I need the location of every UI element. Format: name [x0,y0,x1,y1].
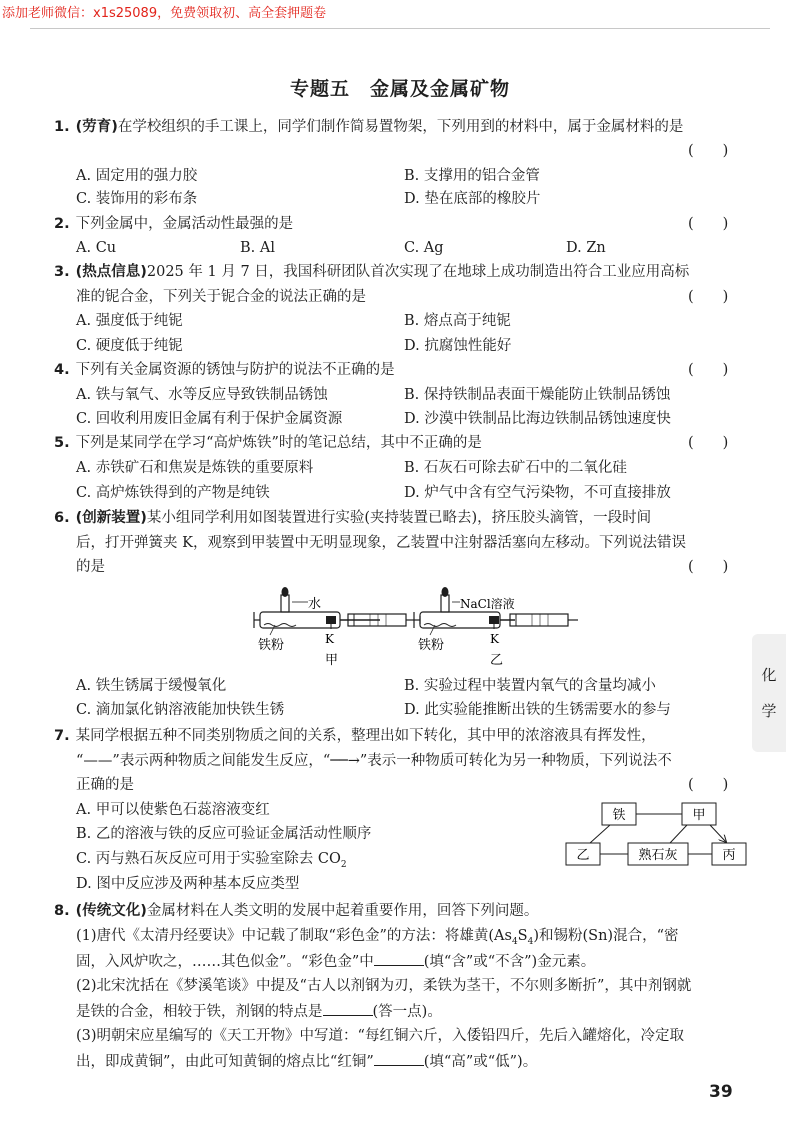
option-c [76,849,347,875]
question-tag: (传统文化) [75,903,147,919]
answer-bracket: ( ) [688,559,729,575]
question-text: 下列是某同学在学习“高炉炼铁”时的笔记总结，其中不正确的是 [75,435,482,451]
apparatus-figure [240,585,580,670]
option-b: B. 支撑用的铝合金管 [404,168,540,184]
option-a: A. 铁生锈属于缓慢氧化 [76,678,227,694]
question-number: 5. [54,435,70,451]
q8-part1-line2 [76,951,595,972]
side-tab-char: 化 [761,666,777,684]
question-8 [54,901,538,921]
question-5 [54,433,482,453]
option-b: B. 熔点高于纯铌 [404,313,511,329]
question-text: 金属材料在人类文明的发展中起着重要作用，回答下列问题。 [146,903,539,919]
liquid-label: NaCl溶液 [460,597,515,611]
option-c: C. 回收利用废旧金属有利于保护金属资源 [76,411,343,427]
question-text-cont: 准的铌合金，下列关于铌合金的说法正确的是 [76,289,366,305]
option-c: C. 硬度低于纯铌 [76,338,183,354]
question-6 [54,508,651,528]
apparatus-right [414,587,578,668]
option-b: B. 乙的溶液与铁的反应可验证金属活动性顺序 [76,826,372,842]
option-d: D. 抗腐蚀性能好 [404,338,512,354]
question-text: 2025 年 1 月 7 日，我国科研团队首次实现了在地球上成功制造出符合工业应用高标 [146,264,690,280]
page-title: 专题五 金属及金属矿物 [289,78,510,100]
powder-label: 铁粉 [258,638,285,653]
answer-bracket: ( ) [688,435,729,451]
top-divider [30,28,770,29]
question-4 [54,360,395,380]
option-d: D. 沙漠中铁制品比海边铁制品锈蚀速度快 [404,411,671,427]
q8-part2-line1: (2)北宋沈括在《梦溪笔谈》中提及“古人以剂钢为刃，柔铁为茎干，不尔则多断折”，其中剂钢就 [76,978,692,994]
question-tag: (创新装置) [75,510,147,526]
answer-bracket: ( ) [688,777,729,793]
option-d: D. Zn [566,240,606,256]
text-segment: 出，即成黄铜”，由此可知黄铜的熔点比“红铜” [76,1054,374,1070]
text-segment: (填“含”或“不含”)金元素。 [423,954,596,970]
answer-blank[interactable] [374,951,424,966]
q8-part3-line1: (3)明朝宋应星编写的《天工开物》中写道：“每红铜六斤，入倭铅四斤，先后入罐熔化，冷定取 [76,1028,684,1044]
question-text: 在学校组织的手工课上，同学们制作简易置物架，下列用到的材料中，属于金属材料的是 [117,119,684,135]
question-tag: (热点信息) [75,264,147,280]
relation-diagram [562,795,752,877]
option-b: B. 保持铁制品表面干燥能防止铁制品锈蚀 [404,387,671,403]
option-c: C. 装饰用的彩布条 [76,191,198,207]
clamp-label: K [325,632,334,646]
subject-side-tab [752,634,786,752]
question-text: 下列金属中，金属活动性最强的是 [75,216,294,232]
question-number: 4. [54,362,70,378]
option-d: D. 图中反应涉及两种基本反应类型 [76,876,300,892]
answer-bracket: ( ) [688,216,729,232]
question-text-cont: 正确的是 [76,777,134,793]
question-text: 某小组同学利用如图装置进行实验(夹持装置已略去)，挤压胶头滴管，一段时间 [146,510,652,526]
question-number: 8. [54,903,70,919]
question-text-cont: 后，打开弹簧夹 K，观察到甲装置中无明显现象，乙装置中注射器活塞向左移动。下列说法错误 [76,535,686,551]
node-bing-label: 丙 [722,848,736,863]
option-a: A. 甲可以使紫色石蕊溶液变红 [76,802,270,818]
node-iron-label: 铁 [612,808,626,823]
option-d: D. 垫在底部的橡胶片 [404,191,541,207]
question-text-cont: 的是 [76,559,105,575]
option-c: C. Ag [404,240,444,256]
text-segment: )和锡粉(Sn)混合，“密 [533,928,679,944]
option-a: A. Cu [76,240,117,256]
option-a: A. 铁与氧气、水等反应导致铁制品锈蚀 [76,387,328,403]
option-a: A. 赤铁矿石和焦炭是炼铁的重要原料 [76,460,314,476]
text-segment: (1)唐代《太清丹经要诀》中记载了制取“彩色金”的方法：将雄黄(As [76,928,512,944]
subscript: 2 [340,859,347,870]
question-7 [54,726,656,746]
apparatus-name: 甲 [325,653,339,668]
apparatus-left [254,587,420,668]
option-d: D. 炉气中含有空气污染物，不可直接排放 [404,485,671,501]
option-a: A. 强度低于纯铌 [76,313,183,329]
option-c-text: C. 丙与熟石灰反应可用于实验室除去 CO [76,851,341,867]
text-segment: (答一点)。 [372,1004,442,1020]
question-text-cont: “——”表示两种物质之间能发生反应，“──→”表示一种物质可转化为另一种物质，下列说法不 [76,753,672,769]
q8-part3-line2 [76,1051,537,1072]
text-segment: 固，入风炉吹之，……其色似金”。“彩色金”中 [76,954,374,970]
node-lime-label: 熟石灰 [638,848,678,863]
page-number: 39 [709,1082,733,1102]
question-tag: (劳育) [75,119,118,135]
q8-part2-line2 [76,1001,442,1022]
text-segment: 是铁的合金，相较于铁，剂钢的特点是 [76,1004,323,1020]
subscript: 4 [527,936,534,947]
apparatus-name: 乙 [490,653,504,668]
option-d: D. 此实验能推断出铁的生锈需要水的参与 [404,702,671,718]
side-tab-char: 学 [761,702,777,720]
question-number: 7. [54,728,70,744]
question-text: 某同学根据五种不同类别物质之间的关系，整理出如下转化，其中甲的浓溶液具有挥发性， [75,728,656,744]
node-jia-label: 甲 [692,808,706,823]
question-text: 下列有关金属资源的锈蚀与防护的说法不正确的是 [75,362,395,378]
text-segment: (填“高”或“低”)。 [423,1054,538,1070]
question-number: 2. [54,216,70,232]
clamp-label: K [490,632,499,646]
powder-label: 铁粉 [418,638,445,653]
question-3 [54,262,689,282]
watermark-text: 添加老师微信：x1s25089，免费领取初、高全套押题卷 [2,6,327,21]
question-number: 1. [54,119,70,135]
question-number: 6. [54,510,70,526]
text-segment: S [517,928,528,944]
answer-bracket: ( ) [688,362,729,378]
answer-bracket: ( ) [688,289,729,305]
option-a: A. 固定用的强力胶 [76,168,198,184]
question-1 [54,117,683,137]
answer-blank[interactable] [323,1001,373,1016]
q8-part1-line1 [76,926,679,952]
answer-bracket: ( ) [688,143,729,159]
option-b: B. 石灰石可除去矿石中的二氧化硅 [404,460,627,476]
option-b: B. 实验过程中装置内氧气的含量均减小 [404,678,656,694]
option-b: B. Al [240,240,275,256]
question-number: 3. [54,264,70,280]
question-2 [54,214,293,234]
answer-blank[interactable] [374,1051,424,1066]
option-c: C. 滴加氯化钠溶液能加快铁生锈 [76,702,285,718]
node-yi-label: 乙 [576,848,590,863]
option-c: C. 高炉炼铁得到的产物是纯铁 [76,485,270,501]
subscript: 4 [511,936,518,947]
liquid-label: 水 [308,597,322,612]
